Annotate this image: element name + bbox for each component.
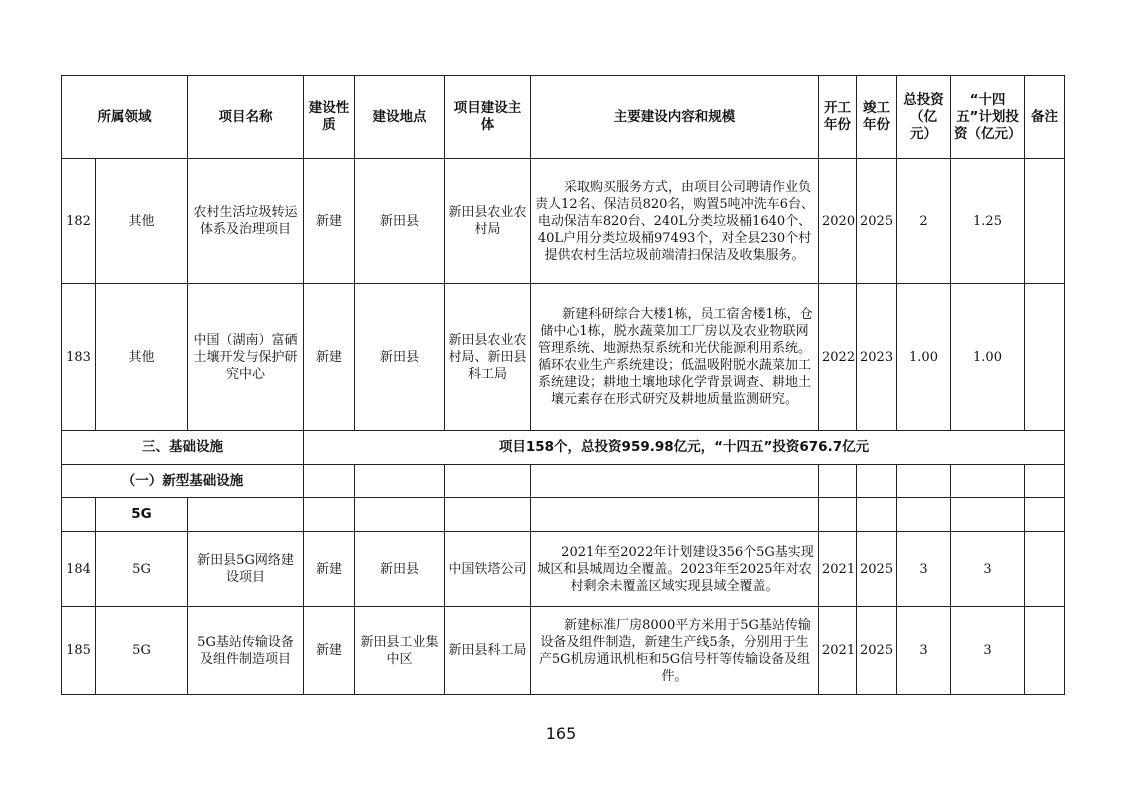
row-owner: 新田县农业农村局 xyxy=(445,159,531,284)
row-number: 184 xyxy=(62,532,96,607)
empty-cell xyxy=(355,465,445,498)
table-row xyxy=(62,159,1065,284)
row-owner: 新田县科工局 xyxy=(445,607,531,695)
row-end: 2023 xyxy=(857,284,897,431)
row-start: 2021 xyxy=(819,607,857,695)
row-nature: 新建 xyxy=(304,607,355,695)
row-name: 新田县5G网络建设项目 xyxy=(188,532,304,607)
row-nature: 新建 xyxy=(304,284,355,431)
empty-cell xyxy=(897,498,951,532)
row-end: 2025 xyxy=(857,532,897,607)
empty-cell xyxy=(1025,465,1065,498)
header-nature: 建设性质 xyxy=(304,76,355,159)
header-start: 开工年份 xyxy=(819,76,857,159)
table-row xyxy=(62,607,1065,695)
row-name: 中国（湖南）富硒土壤开发与保护研究中心 xyxy=(188,284,304,431)
empty-cell xyxy=(531,465,819,498)
row-plan: 3 xyxy=(951,607,1025,695)
empty-cell xyxy=(1025,498,1065,532)
header-location: 建设地点 xyxy=(355,76,445,159)
row-total: 1.00 xyxy=(897,284,951,431)
row-content: 2021年至2022年计划建设356个5G基实现城区和县城周边全覆盖。2023年至2025年对农村剩余未覆盖区域实现县域全覆盖。 xyxy=(531,532,819,607)
empty-cell xyxy=(531,498,819,532)
empty-cell xyxy=(445,465,531,498)
row-end: 2025 xyxy=(857,607,897,695)
header-field: 所属领域 xyxy=(62,76,188,159)
table-row xyxy=(62,284,1065,431)
section-label: 三、基础设施 xyxy=(62,431,304,465)
empty-cell xyxy=(355,498,445,532)
row-number: 182 xyxy=(62,159,96,284)
row-start: 2021 xyxy=(819,532,857,607)
row-plan: 3 xyxy=(951,532,1025,607)
row-name: 农村生活垃圾转运体系及治理项目 xyxy=(188,159,304,284)
category-row xyxy=(62,498,1065,532)
row-nature: 新建 xyxy=(304,532,355,607)
header-content: 主要建设内容和规模 xyxy=(531,76,819,159)
row-total: 2 xyxy=(897,159,951,284)
row-owner: 中国铁塔公司 xyxy=(445,532,531,607)
row-start: 2022 xyxy=(819,284,857,431)
header-name: 项目名称 xyxy=(188,76,304,159)
row-remark xyxy=(1025,532,1065,607)
header-total: 总投资（亿元） xyxy=(897,76,951,159)
row-field: 5G xyxy=(96,532,188,607)
row-number: 185 xyxy=(62,607,96,695)
row-nature: 新建 xyxy=(304,159,355,284)
empty-cell xyxy=(897,465,951,498)
empty-cell xyxy=(62,498,96,532)
subsection-label: （一）新型基础设施 xyxy=(62,465,304,498)
subsection-row xyxy=(62,465,1065,498)
header-remark: 备注 xyxy=(1025,76,1065,159)
row-name: 5G基站传输设备及组件制造项目 xyxy=(188,607,304,695)
row-total: 3 xyxy=(897,607,951,695)
header-owner: 项目建设主体 xyxy=(445,76,531,159)
row-content: 采取购买服务方式，由项目公司聘请作业负责人12名、保洁员820名，购置5吨冲洗车6台、电动保洁车820台、240L分类垃圾桶1640个、40L户用分类垃圾桶97493个，对全县230个村提供农村生活垃圾前端清扫保洁及收集服务。 xyxy=(531,159,819,284)
empty-cell xyxy=(188,498,304,532)
row-field: 5G xyxy=(96,607,188,695)
row-content: 新建科研综合大楼1栋，员工宿舍楼1栋，仓储中心1栋，脱水蔬菜加工厂房以及农业物联网管理系统、地源热泵系统和光伏能源利用系统。循环农业生产系统建设；低温吸附脱水蔬菜加工系统建设；耕地土壤地球化学背景调查、耕地土壤元素存在形式研究及耕地质量监测研究。 xyxy=(531,284,819,431)
page-number: 165 xyxy=(545,724,577,743)
row-field: 其他 xyxy=(96,284,188,431)
empty-cell xyxy=(304,465,355,498)
row-field: 其他 xyxy=(96,159,188,284)
empty-cell xyxy=(304,498,355,532)
category-label: 5G xyxy=(96,498,188,532)
row-plan: 1.25 xyxy=(951,159,1025,284)
row-location: 新田县工业集中区 xyxy=(355,607,445,695)
row-remark xyxy=(1025,284,1065,431)
row-plan: 1.00 xyxy=(951,284,1025,431)
table-row xyxy=(62,532,1065,607)
row-remark xyxy=(1025,159,1065,284)
empty-cell xyxy=(819,465,857,498)
row-remark xyxy=(1025,607,1065,695)
row-start: 2020 xyxy=(819,159,857,284)
empty-cell xyxy=(819,498,857,532)
row-location: 新田县 xyxy=(355,532,445,607)
header-plan: “十四五”计划投资（亿元） xyxy=(951,76,1025,159)
row-owner: 新田县农业农村局、新田县科工局 xyxy=(445,284,531,431)
row-location: 新田县 xyxy=(355,159,445,284)
empty-cell xyxy=(445,498,531,532)
section-row xyxy=(62,431,1065,465)
row-location: 新田县 xyxy=(355,284,445,431)
section-summary: 项目158个，总投资959.98亿元，“十四五”投资676.7亿元 xyxy=(304,431,1065,465)
empty-cell xyxy=(951,498,1025,532)
project-table xyxy=(61,75,1065,695)
empty-cell xyxy=(951,465,1025,498)
header-end: 竣工年份 xyxy=(857,76,897,159)
row-total: 3 xyxy=(897,532,951,607)
row-number: 183 xyxy=(62,284,96,431)
empty-cell xyxy=(857,498,897,532)
header-row xyxy=(62,76,1065,159)
row-content: 新建标准厂房8000平方米用于5G基站传输设备及组件制造，新建生产线5条，分别用于生产5G机房通讯机柜和5G信号杆等传输设备及组件。 xyxy=(531,607,819,695)
empty-cell xyxy=(857,465,897,498)
row-end: 2025 xyxy=(857,159,897,284)
